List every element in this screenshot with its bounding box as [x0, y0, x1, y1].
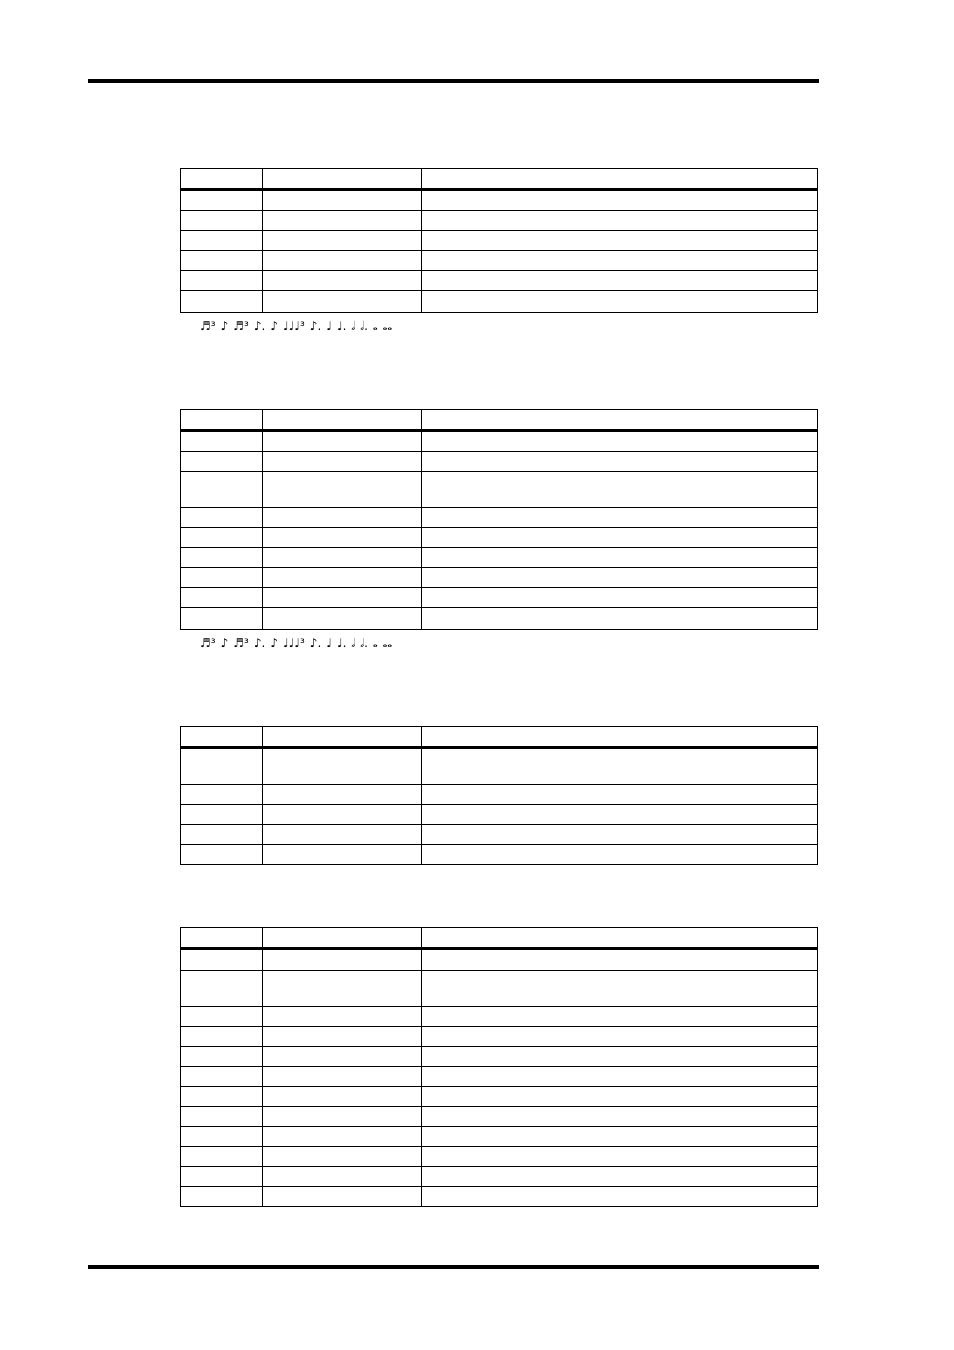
note-symbol: ♩ [326, 319, 332, 333]
table-cell [263, 271, 422, 291]
table-row [181, 1027, 818, 1047]
table-cell [422, 508, 818, 528]
header-cell [422, 727, 818, 748]
table-cell [181, 508, 263, 528]
table-row [181, 588, 818, 608]
table-row [181, 785, 818, 805]
table-cell [263, 949, 422, 971]
table-row [181, 431, 818, 452]
table-cell [181, 291, 263, 313]
table-cell [263, 1107, 422, 1127]
note-symbol: ♩. [336, 319, 347, 333]
table-row [181, 1087, 818, 1107]
table-cell [422, 1167, 818, 1187]
parameter-table-1 [180, 168, 818, 313]
table-cell [181, 251, 263, 271]
table-row [181, 1167, 818, 1187]
table-cell [263, 291, 422, 313]
table-row [181, 291, 818, 313]
parameter-table-2 [180, 409, 818, 630]
table-cell [422, 971, 818, 1007]
table-cell [422, 231, 818, 251]
table-cell [422, 845, 818, 865]
table-cell [263, 1167, 422, 1187]
table-header-row [181, 928, 818, 949]
table-cell [422, 588, 818, 608]
header-cell [181, 169, 263, 190]
table-cell [181, 1027, 263, 1047]
note-symbol: ♩ [326, 636, 332, 650]
table-cell [181, 271, 263, 291]
table-row [181, 608, 818, 630]
table-cell [181, 1167, 263, 1187]
parameter-table-3 [180, 726, 818, 865]
table-cell [422, 785, 818, 805]
note-symbol: ♩♩♩³ [282, 319, 305, 333]
note-symbol: ♪. [309, 319, 322, 333]
table-cell [263, 748, 422, 785]
table-row [181, 211, 818, 231]
note-symbol: ♪ [220, 319, 229, 333]
table-row [181, 271, 818, 291]
table-cell [422, 211, 818, 231]
table-row [181, 190, 818, 211]
table-cell [263, 431, 422, 452]
note-symbol: 𝅗𝅥 [351, 636, 356, 650]
table-cell [422, 568, 818, 588]
table-row [181, 949, 818, 971]
table-cell [181, 1007, 263, 1027]
table-cell [181, 805, 263, 825]
table-cell [181, 1127, 263, 1147]
table-cell [263, 1027, 422, 1047]
note-symbol: ♬³ [200, 636, 216, 650]
note-symbol: ♩. [336, 636, 347, 650]
table-cell [181, 845, 263, 865]
table-row [181, 1127, 818, 1147]
table-row [181, 805, 818, 825]
table-cell [181, 231, 263, 251]
header-cell [181, 928, 263, 949]
table-cell [422, 452, 818, 472]
table-cell [422, 472, 818, 508]
table-cell [263, 528, 422, 548]
note-symbol: ♬³ [233, 319, 249, 333]
table-row [181, 825, 818, 845]
parameter-table-4 [180, 927, 818, 1207]
table-cell [263, 1067, 422, 1087]
table-cell [422, 1187, 818, 1207]
table-cell [181, 825, 263, 845]
footer-rule [88, 1265, 819, 1269]
table-row [181, 1047, 818, 1067]
table-cell [263, 1087, 422, 1107]
table-cell [263, 472, 422, 508]
table-cell [422, 271, 818, 291]
table-cell [263, 211, 422, 231]
table-row [181, 231, 818, 251]
table-cell [422, 548, 818, 568]
table-cell [181, 472, 263, 508]
table-row [181, 1147, 818, 1167]
table-cell [263, 1007, 422, 1027]
header-cell [263, 169, 422, 190]
table-row [181, 528, 818, 548]
note-symbol: 𝅝 [372, 319, 378, 333]
note-symbol: ♪ [270, 319, 278, 333]
note-symbol: 𝅗𝅥. [360, 319, 368, 333]
table-cell [263, 805, 422, 825]
table-row [181, 568, 818, 588]
table-row [181, 748, 818, 785]
table-cell [181, 568, 263, 588]
header-cell [263, 727, 422, 748]
table-cell [422, 1087, 818, 1107]
table-row [181, 548, 818, 568]
table-cell [181, 548, 263, 568]
table-header-row [181, 410, 818, 431]
table-cell [422, 1147, 818, 1167]
table-cell [181, 785, 263, 805]
table-cell [181, 1147, 263, 1167]
note-symbol: ♪ [270, 636, 278, 650]
table-cell [422, 608, 818, 630]
header-rule [88, 79, 819, 83]
table-row [181, 452, 818, 472]
note-symbol: ♪. [309, 636, 322, 650]
note-symbol: ♩♩♩³ [282, 636, 305, 650]
table-cell [422, 1107, 818, 1127]
table-cell [181, 588, 263, 608]
table-cell [263, 251, 422, 271]
table-cell [263, 508, 422, 528]
table-cell [181, 528, 263, 548]
table-cell [422, 1047, 818, 1067]
header-cell [181, 410, 263, 431]
note-symbol: ♪. [253, 319, 266, 333]
table-cell [263, 190, 422, 211]
header-cell [181, 727, 263, 748]
note-symbol: ♪. [253, 636, 266, 650]
table-cell [181, 1067, 263, 1087]
table-cell [422, 748, 818, 785]
table-cell [422, 251, 818, 271]
table-cell [181, 748, 263, 785]
table-cell [181, 1107, 263, 1127]
table-row [181, 1107, 818, 1127]
table-cell [263, 785, 422, 805]
table-cell [263, 1047, 422, 1067]
table-cell [263, 568, 422, 588]
note-symbol: 𝅝𝅝 [382, 636, 393, 650]
table-cell [422, 805, 818, 825]
note-symbol: 𝅗𝅥. [360, 636, 368, 650]
header-cell [263, 928, 422, 949]
table-cell [263, 231, 422, 251]
table-cell [181, 949, 263, 971]
table-cell [422, 431, 818, 452]
table-cell [181, 431, 263, 452]
table-cell [422, 528, 818, 548]
note-symbol: ♬³ [233, 636, 249, 650]
table-header-row [181, 727, 818, 748]
header-cell [263, 410, 422, 431]
table-cell [181, 1187, 263, 1207]
table-cell [263, 845, 422, 865]
header-cell [422, 928, 818, 949]
table-cell [263, 971, 422, 1007]
table-cell [263, 548, 422, 568]
table-cell [422, 825, 818, 845]
header-cell [422, 410, 818, 431]
table-cell [181, 1087, 263, 1107]
table-cell [263, 608, 422, 630]
note-symbol: 𝅝𝅝 [382, 319, 393, 333]
table-row [181, 251, 818, 271]
table-cell [422, 1027, 818, 1047]
table-row [181, 1007, 818, 1027]
table-cell [263, 1147, 422, 1167]
table-row [181, 508, 818, 528]
table-cell [263, 1127, 422, 1147]
table-cell [263, 588, 422, 608]
note-symbol: ♪ [220, 636, 229, 650]
table-cell [181, 211, 263, 231]
note-value-legend [200, 636, 397, 652]
table-cell [181, 190, 263, 211]
note-symbol: ♬³ [200, 319, 216, 333]
table-cell [422, 190, 818, 211]
table-cell [181, 971, 263, 1007]
table-row [181, 971, 818, 1007]
table-cell [181, 1047, 263, 1067]
note-value-legend [200, 319, 397, 335]
table-row [181, 472, 818, 508]
table-cell [181, 608, 263, 630]
table-cell [422, 291, 818, 313]
note-symbol: 𝅗𝅥 [351, 319, 356, 333]
table-cell [422, 1007, 818, 1027]
note-symbol: 𝅝 [372, 636, 378, 650]
table-cell [422, 1067, 818, 1087]
table-cell [422, 1127, 818, 1147]
table-header-row [181, 169, 818, 190]
table-cell [422, 949, 818, 971]
table-cell [263, 825, 422, 845]
table-row [181, 1067, 818, 1087]
table-cell [263, 1187, 422, 1207]
table-cell [263, 452, 422, 472]
table-cell [181, 452, 263, 472]
table-row [181, 1187, 818, 1207]
header-cell [422, 169, 818, 190]
table-row [181, 845, 818, 865]
